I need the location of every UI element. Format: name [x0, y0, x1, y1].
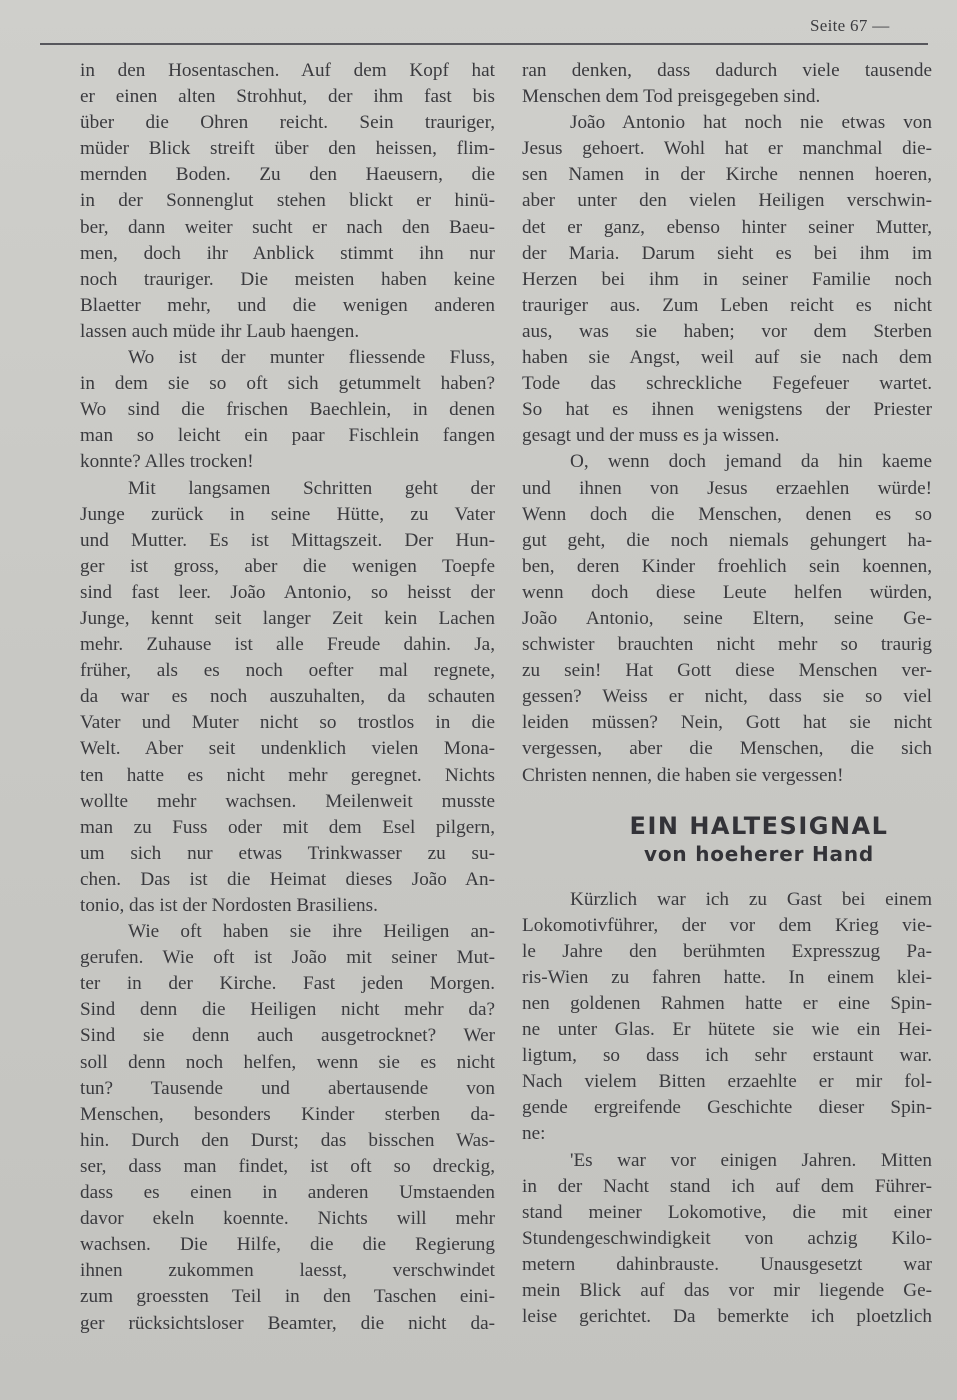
left-text-column [80, 58, 495, 1337]
text-line: gesagt und der muss es ja wissen. [522, 425, 780, 447]
text-line: leiden müssen? Nein, Gott hat sie nicht [522, 712, 932, 734]
text-line: Christen nennen, die haben sie vergessen! [522, 764, 844, 786]
text-line: soll denn noch helfen, wenn sie es nicht [80, 1051, 495, 1073]
text-line: ran denken, dass dadurch viele tausende [522, 60, 932, 81]
text-line: davor ekeln koennte. Nichts will mehr [80, 1208, 495, 1230]
text-line: konnte? Alles trocken! [80, 451, 254, 473]
text-line: da war es noch auszuhalten, da schauten [80, 686, 495, 708]
article-subtitle: von hoeherer Hand [644, 841, 874, 866]
text-line: nen goldenen Rahmen hatte er eine Spin- [522, 993, 932, 1014]
text-line: in der Sonnenglut stehen blickt er hinü- [80, 190, 495, 212]
text-line: Vater und Muter nicht so trostlos in die [80, 712, 495, 734]
text-line: ne: [522, 1123, 546, 1145]
text-line: wollte mehr wachsen. Meilenweit musste [80, 790, 495, 812]
text-line: Wenn doch die Menschen, denen es so [522, 503, 932, 525]
text-line: dass es einen in anderen Umstaenden [80, 1182, 495, 1204]
text-line: und Mutter. Es ist Mittagszeit. Der Hun- [80, 529, 495, 551]
text-line: der Maria. Darum sieht es bei ihm im [522, 242, 932, 264]
text-line: in den Hosentaschen. Auf dem Kopf hat [80, 60, 495, 81]
text-line: man so leicht ein paar Fischlein fangen [80, 425, 495, 447]
text-line: leise gerichtet. Da bemerkte ich ploetzlich [522, 1306, 932, 1328]
text-line: mernden Boden. Zu den Haeusern, die [80, 164, 495, 186]
text-line: Wie oft haben sie ihre Heiligen an- [128, 921, 495, 943]
text-line: zum groessten Teil in den Taschen eini- [80, 1286, 495, 1308]
text-line: Blaetter mehr, und die wenigen anderen [80, 294, 495, 316]
text-line: ser, dass man findet, ist oft so dreckig, [80, 1155, 495, 1177]
text-line: João Antonio hat noch nie etwas von [570, 112, 932, 134]
header-rule [40, 43, 928, 45]
text-line: aus, was sie haben; vor dem Sterben [522, 320, 932, 342]
text-line: um sich nur etwas Trinkwasser zu su- [80, 842, 495, 864]
text-line: über die Ohren reicht. Sein trauriger, [80, 112, 495, 134]
text-line: Sind denn die Heiligen nicht mehr da? [80, 999, 495, 1021]
text-line: Menschen, besonders Kinder sterben da- [80, 1103, 495, 1125]
text-line: in dem sie so oft sich getummelt haben? [80, 373, 495, 395]
text-line: ger ist gross, aber die wenigen Toepfe [80, 555, 495, 577]
text-line: sen Namen in der Kirche nennen hoeren, [522, 164, 932, 186]
text-line: vergessen, aber die Menschen, die sich [522, 738, 932, 760]
text-line: le Jahre den berühmten Expresszug Pa- [522, 940, 932, 962]
text-line: Herzen bei ihm in seiner Familie noch [522, 268, 932, 290]
text-line: So hat es ihnen wenigstens der Priester [522, 399, 932, 421]
text-line: ihnen zukommen laesst, verschwindet [80, 1260, 495, 1282]
text-line: ligtum, so dass ich sehr erstaunt war. [522, 1045, 932, 1067]
text-line: tun? Tausende und abertausende von [80, 1077, 495, 1099]
text-line: gessen? Weiss er nicht, dass sie so viel [522, 686, 932, 708]
page-number-header: Seite 67 — [810, 16, 890, 35]
text-line: Nach vielem Bitten erzaehlte er mir fol- [522, 1071, 932, 1093]
text-line: tonio, das ist der Nordosten Brasiliens. [80, 895, 378, 916]
text-line: wenn doch diese Leute helfen würden, [522, 581, 932, 603]
text-line: 'Es war vor einigen Jahren. Mitten [570, 1149, 932, 1171]
text-line: schwister brauchten nicht mehr so traurig [522, 634, 932, 656]
text-line: Junge, kennt seit langer Zeit kein Lachen [80, 607, 495, 629]
text-line: mehr. Zuhause ist alle Freude dahin. Ja, [80, 634, 495, 656]
text-line: Lokomotivführer, der vor dem Krieg vie- [522, 914, 932, 936]
right-text-column [522, 58, 932, 1330]
text-line: hin. Durch den Durst; das bisschen Was- [80, 1129, 495, 1151]
text-line: men, doch ihr Anblick stimmt ihn nur [80, 242, 495, 264]
text-line: Jesus gehoert. Wohl hat er manchmal die- [522, 138, 932, 160]
text-line: und ihnen von Jesus erzaehlen würde! [522, 477, 932, 499]
text-line: früher, als es noch oefter mal regnete, [80, 660, 495, 682]
article-title: EIN HALTESIGNAL [629, 811, 889, 840]
text-line: gerufen. Wie oft ist João mit seiner Mut- [80, 947, 495, 969]
text-line: gut geht, die noch niemals gehungert ha- [522, 529, 932, 551]
text-line: chen. Das ist die Heimat dieses João An- [80, 868, 495, 890]
text-line: sind fast leer. João Antonio, so heisst der [80, 581, 495, 603]
text-line: Mit langsamen Schritten geht der [128, 477, 495, 499]
text-line: lassen auch müde ihr Laub haengen. [80, 320, 360, 342]
text-line: Tode das schreckliche Fegefeuer wartet. [522, 373, 932, 395]
text-line: müder Blick streift über den heissen, flim- [80, 138, 495, 160]
text-line: ten hatte es nicht mehr geregnet. Nichts [80, 764, 495, 786]
text-line: zu sein! Hat Gott diese Menschen ver- [522, 660, 932, 682]
text-line: Kürzlich war ich zu Gast bei einem [570, 888, 932, 910]
text-line: O, wenn doch jemand da hin kaeme [570, 451, 932, 473]
text-line: ger rücksichtsloser Beamter, die nicht da- [80, 1312, 495, 1334]
text-line: ne unter Glas. Er hütete sie wie ein Hei- [522, 1019, 932, 1041]
text-line: ben, deren Kinder froehlich sein koennen, [522, 555, 932, 577]
text-line: haben sie Angst, weil auf sie nach dem [522, 347, 932, 369]
right-column-text-before-heading [522, 58, 932, 789]
text-line: Stundengeschwindigkeit von achzig Kilo- [522, 1227, 932, 1249]
text-line: Welt. Aber seit undenklich vielen Mona- [80, 738, 495, 760]
text-line: metern dahinbrauste. Unausgesetzt war [522, 1253, 932, 1275]
text-line: man zu Fuss oder mit dem Esel pilgern, [80, 816, 495, 838]
text-line: aber unter den vielen Heiligen verschwin- [522, 190, 932, 212]
text-line: ris-Wien zu fahren hatte. In einem klei- [522, 966, 932, 988]
text-line: in der Nacht stand ich auf dem Führer- [522, 1175, 932, 1197]
text-line: Wo sind die frischen Baechlein, in denen [80, 399, 495, 421]
text-line: Junge zurück in seine Hütte, zu Vater [80, 503, 495, 525]
text-line: det er ganz, ebenso hinter seiner Mutter, [522, 216, 932, 238]
text-line: Wo ist der munter fliessende Fluss, [128, 347, 495, 369]
text-line: ber, dann weiter sucht er nach den Baeu- [80, 216, 495, 238]
text-line: er einen alten Strohhut, der ihm fast bis [80, 86, 495, 108]
text-line: trauriger aus. Zum Leben reicht es nicht [522, 294, 932, 316]
text-line: stand meiner Lokomotive, die mit einer [522, 1201, 932, 1223]
text-line: João Antonio, seine Eltern, seine Ge- [522, 607, 932, 629]
text-line: Menschen dem Tod preisgegeben sind. [522, 86, 821, 108]
text-line: mein Blick auf das vor mir liegende Ge- [522, 1280, 932, 1302]
text-line: wachsen. Die Hilfe, die die Regierung [80, 1234, 495, 1256]
text-line: gende ergreifende Geschichte dieser Spin- [522, 1097, 932, 1119]
text-line: Sind sie denn auch ausgetrocknet? Wer [80, 1025, 495, 1047]
text-line: noch trauriger. Die meisten haben keine [80, 268, 495, 290]
article-heading [522, 811, 932, 867]
right-column-text-after-heading [522, 887, 932, 1331]
text-line: ter in der Kirche. Fast jeden Morgen. [80, 973, 495, 995]
